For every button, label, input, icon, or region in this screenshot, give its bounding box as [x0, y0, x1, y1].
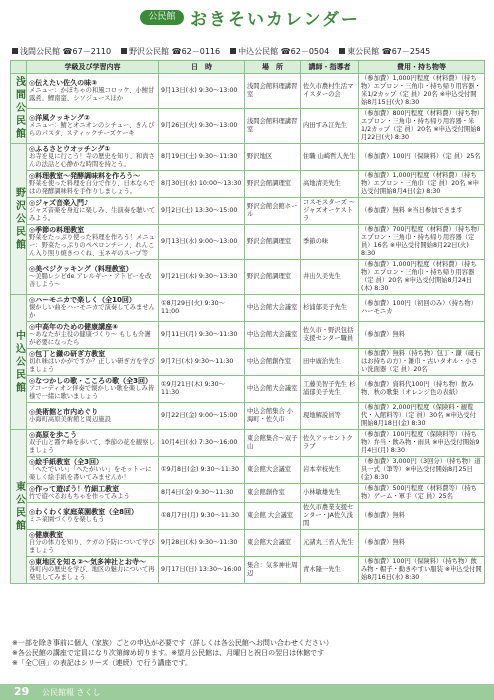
course-title: ◎東地区を知る②～気多神社とお寺～ [29, 558, 147, 566]
place-cell: 集合：気多神社周辺 [245, 557, 301, 584]
date-cell: 9月21日(木) 9:30～13:30 [159, 260, 245, 295]
course-title: ◎美術館と市内めぐり [29, 408, 99, 416]
table-row [11, 295, 485, 322]
date-cell: ①9月8日(金) 9:30～11:30 [159, 457, 245, 484]
place-cell: 中込会館大会議室 [245, 322, 301, 349]
table-row [11, 503, 485, 530]
lecturer-cell: 佐久アッセントクラブ [301, 430, 359, 457]
course-cell [27, 322, 159, 349]
lecturer-cell: 佐久市農業支援センター・JA佐久浅間 [301, 503, 359, 530]
fee-cell: （参加費）100円程度（保険料等）（持ち物）弁当・飲み物・雨具 ※申込受付開始9月4日(月) 8:30 [359, 430, 485, 457]
course-cell [27, 430, 159, 457]
table-row [11, 198, 485, 225]
table-row [11, 349, 485, 376]
place-cell: 野沢会館調理室 [245, 171, 301, 198]
table-row [11, 171, 485, 198]
hall-label: 東公民館 [11, 430, 27, 584]
date-cell: ①8月7日(月) 9:30～11:30 [159, 503, 245, 530]
note-line: ※一部を除き事前に個人（家族）ごとの申込が必要です（詳しくは各公民館へお問い合わせください） [12, 639, 333, 647]
course-cell [27, 349, 159, 376]
col-place: 場 所 [245, 61, 301, 74]
course-title: ◎ジャズ音楽入門♪ [29, 199, 89, 207]
course-cell [27, 109, 159, 144]
course-description: ～美腸レシピde アレルギー・アトピーを改善しよう～ [29, 273, 152, 288]
table-header [11, 61, 485, 74]
place-cell: 浅間会館料理講習室 [245, 74, 301, 109]
course-description: お寺を見に行こう！寺の歴史を知り、和尚さんの法話と心静かな時間を持とう。 [29, 153, 155, 168]
course-cell [27, 171, 159, 198]
col-lecturer: 講師・指導者 [301, 61, 359, 74]
lecturer-cell: 内田すみ江先生 [301, 109, 359, 144]
date-cell: 10月4日(水) 7:30～16:00 [159, 430, 245, 457]
course-title: ◎伝えたい佐久の味③ [29, 79, 98, 87]
date-cell: 9月11日(月) 9:30～11:30 [159, 322, 245, 349]
course-title: ◎季節の料理教室 [29, 226, 85, 234]
fee-cell: （参加費）100円（初回のみ）（持ち物）ハーモニカ [359, 295, 485, 322]
place-cell: 野沢会館会館ホール [245, 198, 301, 225]
footer [0, 684, 494, 700]
date-cell: 9月13日(水) 9:00～13:00 [159, 225, 245, 260]
table-row [11, 322, 485, 349]
course-description: ミニ菜園づくりを楽しもう [29, 516, 105, 523]
date-cell: ①8月29日(火) 9:30～11:00 [159, 295, 245, 322]
section-badge: 公民館 [140, 10, 184, 25]
table-row [11, 109, 485, 144]
course-description: アコーディオン伴奏で懐かしい歌を楽しみ皆様で一緒に歌いましょう [29, 385, 155, 400]
lecturer-cell: 現地解説員等 [301, 403, 359, 430]
date-cell: 9月13日(水) 9:30～13:00 [159, 74, 245, 109]
course-description: ジャズ音楽を身近に楽しみ、生演奏を聴いてみよう。 [29, 207, 156, 222]
lecturer-cell: 杉浦郁美子先生 [301, 295, 359, 322]
notes [12, 638, 482, 668]
date-cell: 9月2日(土) 13:30～15:00 [159, 198, 245, 225]
lecturer-cell: 小林敏雄先生 [301, 484, 359, 503]
date-cell: 8月19日(土) 9:30～11:30 [159, 144, 245, 171]
fee-cell: （参加費）2,000円程度（保険料・観覧代・入館料等）（定 員）30名 ※申込受付開始8月18日(金) 8:30 [359, 403, 485, 430]
course-cell [27, 376, 159, 403]
fee-cell: （参加費）100円（保険料）（持ち物）飲み物・帽子・動きやすい服装 ※申込受付開始8月16日(水) 8:30 [359, 557, 485, 584]
table-body [11, 74, 485, 584]
date-cell: 9月28日(木) 9:30～11:30 [159, 530, 245, 557]
lecturer-cell: 岩本幸枝先生 [301, 457, 359, 484]
course-cell [27, 198, 159, 225]
contact-1: 野沢公民館 ☎62－0116 [121, 46, 220, 58]
fee-cell: （参加費）800円程度（材料費）（持ち物）エプロン・三角巾・持ち帰り用容器・米1/2カップ（定 員）20名 ※申込受付開始8月22日(火) 8:30 [359, 109, 485, 144]
course-title: ◎ふるさとウオッチング① [29, 145, 111, 153]
fee-cell: （参加費）資料代100円（持ち物）飲み物、秋の歌集（オレンジ色の表紙） [359, 376, 485, 403]
date-cell: 9月22日(金) 9:00～15:00 [159, 403, 245, 430]
course-title: ◎ハーモニカで楽しく（全10回） [29, 296, 136, 304]
hall-label: 中込公民館 [11, 295, 27, 430]
fee-cell: （参加費）1,000円程度（材料費）（持ち物）エプロン・三角巾・持ち帰り用容器（定 員）20名 ※申込受付開始8月24日(木) 8:30 [359, 260, 485, 295]
course-description: 野菜をたっぷり使った料理を作ろう！メニュー：野菜たっぷりのペペロンチーノ、れんこん入り照り焼きつくね、玉ネギのスープ等 [29, 234, 155, 257]
course-description: 懐かしい曲をハーモニカで演奏してみませんか [29, 304, 155, 319]
fee-cell: （参加費）1,000円程度（材料費）（持ち物）エプロン・三角巾・持ち帰り用容器・米1/2カップ（定 員）20名 ※申込受付開始8月15日(火) 8:30 [359, 74, 485, 109]
course-cell [27, 557, 159, 584]
fee-cell: （参加費）100円（保険料）（定 員）25名 [359, 144, 485, 171]
col-fee: 費用・持ち物等 [359, 61, 485, 74]
date-cell: 8月4日(金) 9:30～11:30 [159, 484, 245, 503]
course-description: ～あなたが主役の健康づくり～ もしも介護が必要になったら [29, 331, 151, 346]
lecturer-cell: 元諸丸三省人先生 [301, 530, 359, 557]
lecturer-cell: 井出久美先生 [301, 260, 359, 295]
col-content: 学級及び学習内容 [27, 61, 159, 74]
place-cell: 浅間会館料理講習室 [245, 109, 301, 144]
fee-cell: （参加費）無料 [359, 503, 485, 530]
lecturer-cell: 佐久市農村生活マイスターの会 [301, 74, 359, 109]
course-title: ◎包丁と鎌の研ぎ方教室 [29, 350, 106, 358]
course-cell [27, 457, 159, 484]
course-cell [27, 225, 159, 260]
course-cell [27, 503, 159, 530]
place-cell: 東会館 大会議室 [245, 503, 301, 530]
note-line: ※「全〇回」の表記はシリーズ（連続）で行う講座です。 [12, 659, 192, 667]
date-cell: ①9月21日(木) 9:30～11:30 [159, 376, 245, 403]
header [0, 0, 494, 44]
page-number: 29 [14, 685, 30, 698]
place-cell: 東会館集合～双子山 [245, 430, 301, 457]
contact-0: 浅間公民館 ☎67－2110 [12, 46, 111, 58]
course-title: ◎料理教室～発酵調味料を作ろう～ [29, 172, 141, 180]
fee-cell: （参加費）無料（持ち物）包丁・鎌（砥石はお持ちの方）・雑巾・古いタオル・小さい洗面器（定 員）20名 [359, 349, 485, 376]
course-cell [27, 260, 159, 295]
lecturer-cell: 住職 山崎哲人先生 [301, 144, 359, 171]
fee-cell: （参加費）無料 [359, 530, 485, 557]
place-cell: 東会館大会議室 [245, 530, 301, 557]
lecturer-cell: 工藤美智子先生 杉浦郁美子先生 [301, 376, 359, 403]
fee-cell: （参加費）1,000円程度（材料費）（持ち物）エプロン・三角巾（定 員）20名 ※申込受付開始8月4日(金) 8:30 [359, 171, 485, 198]
course-title: ◎絵手紙教室（全3回） [29, 458, 103, 466]
table-row [11, 376, 485, 403]
place-cell: 東会館大会議室 [245, 457, 301, 484]
course-cell [27, 484, 159, 503]
course-description: 双子山と霧ケ峰を歩いて、季節の花を観察しましょう [29, 439, 155, 454]
lecturer-cell: 高地清美先生 [301, 171, 359, 198]
course-description: 小海町高原美術館と周辺施設 [29, 416, 111, 423]
course-cell [27, 295, 159, 322]
table-row [11, 430, 485, 457]
place-cell: 野沢地区 [245, 144, 301, 171]
table-row [11, 484, 485, 503]
course-title: ◎わくわく家庭菜園教室（全8回） [29, 508, 138, 516]
col-date: 日 時 [159, 61, 245, 74]
contact-3: 東公民館 ☎67－2545 [339, 46, 430, 58]
table-row [11, 403, 485, 430]
table-row [11, 144, 485, 171]
course-description: メニュー：鯖とオニオンのシチュー、きんぴらのパスタ、スティックチーズケーキ [29, 122, 155, 137]
course-title: ◎中高年のための健康講座④ [29, 323, 119, 331]
place-cell: 中込会館集合 小海町・佐久市 [245, 403, 301, 430]
place-cell: 中込会館創作室 [245, 349, 301, 376]
course-cell [27, 403, 159, 430]
course-description: 野菜を使った料理を自分で作り、日本ならではの発酵調味料を手作りしましょう。 [29, 180, 155, 195]
lecturer-cell: 佐久市・野沢包括支援センター職員 [301, 322, 359, 349]
course-description: 自分の体力を知り、ケガの予防について学びましょう [29, 539, 155, 554]
course-description: 切れ味はいかがですか？正しい研ぎ方を学びましょう [29, 358, 155, 373]
lecturer-cell: 青木隆一先生 [301, 557, 359, 584]
date-cell: 9月26日(火) 9:30～13:00 [159, 109, 245, 144]
place-cell: 東会館創作室 [245, 484, 301, 503]
fee-cell: （参加費）700円程度（材料費）（持ち物）エプロン・三角巾・持ち帰り用容器（定 員）16名 ※申込受付開始8月22日(火) 8:30 [359, 225, 485, 260]
course-title: ◎洋風クッキング② [29, 114, 90, 122]
lecturer-cell: コスモスターズ ～ジャズオーケストラ [301, 198, 359, 225]
note-line: ※各公民館の講座で定員になり次第締め切ります。※望月公民館は、月曜日と祝日の翌日は休館です [12, 649, 325, 657]
table-row [11, 457, 485, 484]
table-row [11, 225, 485, 260]
course-title: ◎作って遊ぼう！竹細工教室 [29, 485, 120, 493]
hall-label: 野沢公民館 [11, 144, 27, 295]
contact-list [12, 46, 482, 58]
table-row [11, 74, 485, 109]
page-title: おきそいカレンダー [190, 10, 360, 30]
course-cell [27, 144, 159, 171]
fee-cell: （参加費）3,000円（3回分）（持ち物）道具一式（筆等）※申込受付開始8月25日(金) 8:30 [359, 457, 485, 484]
fee-cell: （参加費）500円程度（材料費等）（持ち物）ゲーム・軍手（定 員）25名 [359, 484, 485, 503]
contact-2: 中込公民館 ☎62－0504 [230, 46, 329, 58]
lecturer-cell: 田中廣治先生 [301, 349, 359, 376]
place-cell: 野沢会館調理室 [245, 260, 301, 295]
table-row [11, 530, 485, 557]
course-title: ◎健康教室 [29, 531, 64, 539]
fee-cell: （参加費）無料 ※当日参加できます [359, 198, 485, 225]
place-cell: 中込会館大会議室 [245, 376, 301, 403]
course-description: 「へたでいい」「へたがいい」をモットーに楽しく絵手紙を書いてみませんか！ [29, 466, 152, 481]
course-cell [27, 74, 159, 109]
fee-cell: （参加費）無料 [359, 322, 485, 349]
table-row [11, 557, 485, 584]
place-cell: 中込会館大会議室 [245, 295, 301, 322]
hall-label: 浅間公民館 [11, 74, 27, 144]
course-description: 竹で遊べるおもちゃを作ってみよう [29, 493, 130, 500]
course-title: ◎高原を歩こう [29, 431, 78, 439]
course-cell [27, 530, 159, 557]
course-title: ◎美ベジクッキング（料理教室） [29, 265, 133, 273]
place-cell: 野沢会館調理室 [245, 225, 301, 260]
table-row [11, 260, 485, 295]
course-description: 各町内の歴史を学び、地区の魅力について再発見してみましょう [29, 566, 155, 581]
publication-name: 公民館報 さくし [42, 688, 101, 697]
date-cell: 8月30日(水) 10:00～13:30 [159, 171, 245, 198]
course-title: ◎なつかしの歌・こころの歌（全3回） [29, 377, 152, 385]
course-description: メニュー：かぼちゃの和風コロッケ、小鮒甘露煮、鯉南蛮、シソジュースほか [29, 87, 155, 102]
date-cell: 9月7日(木) 9:30～11:30 [159, 349, 245, 376]
lecturer-cell: 季節の味 [301, 225, 359, 260]
schedule-table [10, 60, 485, 584]
date-cell: 9月17日(日) 13:30～16:00 [159, 557, 245, 584]
